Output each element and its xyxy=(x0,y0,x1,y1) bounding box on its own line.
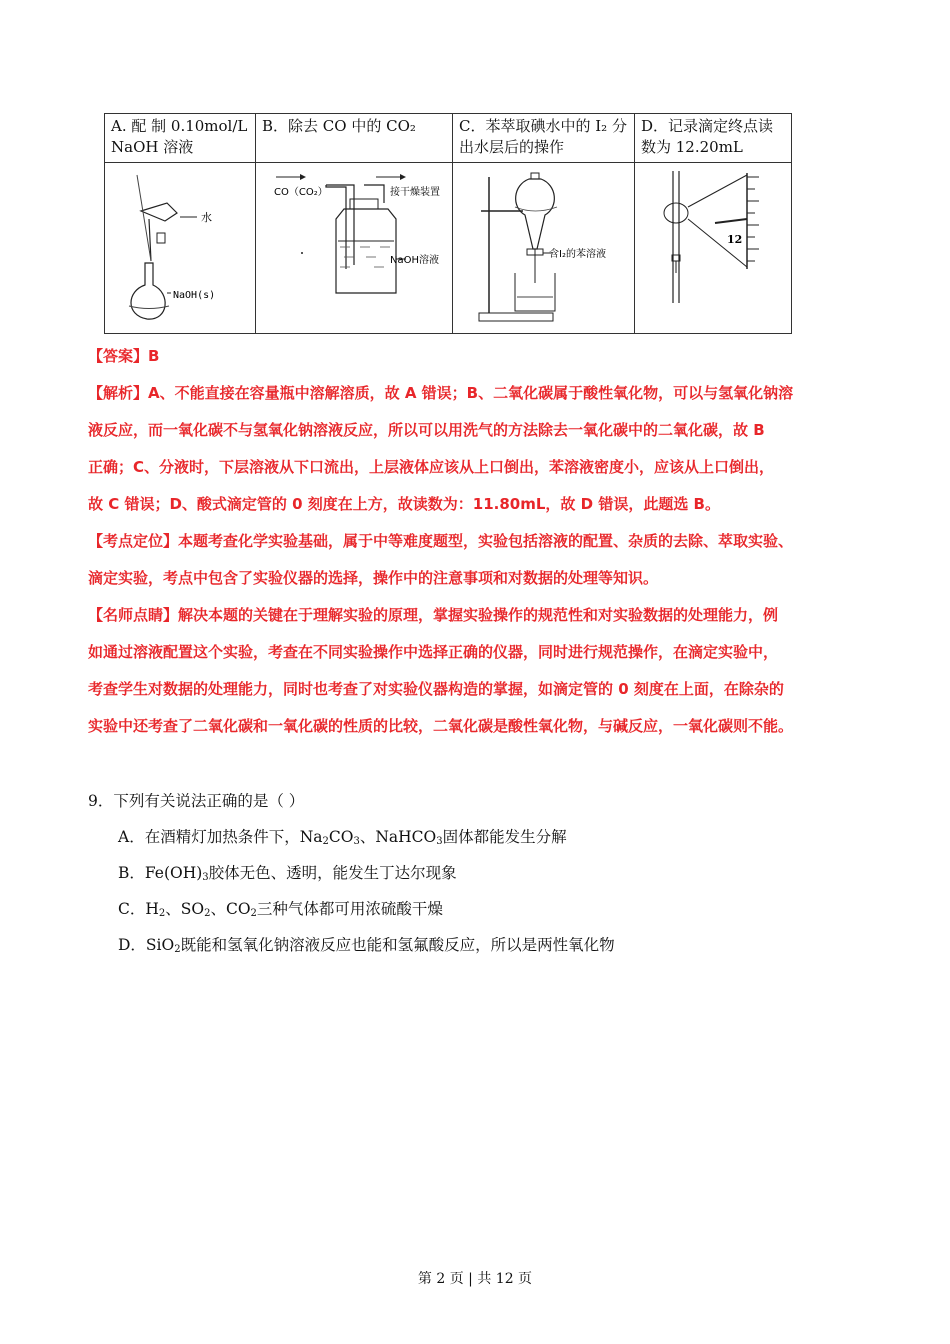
choice-c: C．$H_2$、$SO_2$、$CO_2$三种气体都可用浓硫酸干燥 xyxy=(118,900,443,919)
options-table xyxy=(104,113,792,334)
key-point-line-1: 【考点定位】本题考查化学实验基础，属于中等难度题型，实验包括溶液的配置、杂质的去除、萃取实验、 xyxy=(88,532,794,550)
question-stem: 9．下列有关说法正确的是（ ） xyxy=(88,792,305,810)
key-point-line-2: 滴定实验，考点中包含了实验仪器的选择，操作中的注意事项和对数据的处理等知识。 xyxy=(88,569,659,587)
label-water: 水 xyxy=(201,211,212,224)
label-iodine-benzene: 含I₂的苯溶液 xyxy=(549,249,606,260)
analysis-line-4: 故 C 错误；D、酸式滴定管的 0 刻度在上方，故读数为：11.80mL，故 D 错误，此题选 B。 xyxy=(88,495,720,513)
analysis-line-2: 液反应，而一氧化碳不与氢氧化钠溶液反应，所以可以用洗气的方法除去一氧化碳中的二氧化碳，故 B xyxy=(88,421,765,439)
answer-line: 【答案】B xyxy=(88,347,160,365)
gas-washing-bottle-figure xyxy=(256,163,453,334)
label-naoh-solution: NaOH溶液 xyxy=(390,255,439,266)
option-c-text: C．苯萃取碘水中的 I₂ 分出水层后的操作 xyxy=(453,114,635,163)
page-footer: 第 2 页 | 共 12 页 xyxy=(417,1271,533,1287)
question-9 xyxy=(88,783,615,963)
burette-figure xyxy=(635,163,792,334)
teacher-note-line-2: 如通过溶液配置这个实验，考查在不同实验操作中选择正确的仪器，同时进行规范操作，在滴定实验中， xyxy=(88,643,779,661)
analysis-line-1: 【解析】A、不能直接在容量瓶中溶解溶质，故 A 错误；B、二氧化碳属于酸性氧化物，可以与氢氧化钠溶 xyxy=(88,384,794,402)
separatory-funnel-figure xyxy=(453,163,635,334)
label-12: 12 xyxy=(727,233,743,246)
answer-analysis-block xyxy=(88,338,878,745)
option-d-text: D．记录滴定终点读数为 12.20mL xyxy=(635,114,792,163)
volumetric-flask-figure xyxy=(105,163,256,334)
choice-d: D．SiO$_2$既能和氢氧化钠溶液反应也能和氢氟酸反应，所以是两性氧化物 xyxy=(118,936,615,955)
choice-a: A．在酒精灯加热条件下，$Na_2CO_3$、NaHCO$_3$固体都能发生分解 xyxy=(118,828,567,847)
choice-b: B．$Fe(OH)_3$胶体无色、透明，能发生丁达尔现象 xyxy=(118,864,457,883)
label-dry-out: 接干燥装置 xyxy=(390,187,440,198)
label-naoh: NaOH(s) xyxy=(173,290,216,301)
option-b-text: B．除去 CO 中的 CO₂ xyxy=(256,114,453,163)
option-a-text: A. 配 制 0.10mol/L NaOH 溶液 xyxy=(105,114,256,163)
teacher-note-line-1: 【名师点睛】解决本题的关键在于理解实验的原理，掌握实验操作的规范性和对实验数据的处理能力，例 xyxy=(88,606,779,624)
teacher-note-line-3: 考查学生对数据的处理能力，同时也考查了对实验仪器构造的掌握，如滴定管的 0 刻度在上面，在除杂的 xyxy=(88,680,784,698)
label-co-in: CO（CO₂） xyxy=(274,187,328,198)
teacher-note-line-4: 实验中还考查了二氧化碳和一氧化碳的性质的比较，二氧化碳是酸性氧化物，与碱反应，一氧化碳则不能。 xyxy=(88,717,794,735)
analysis-line-3: 正确；C、分液时，下层溶液从下口流出，上层液体应该从上口倒出，苯溶液密度小，应该从上口倒出， xyxy=(88,458,775,476)
